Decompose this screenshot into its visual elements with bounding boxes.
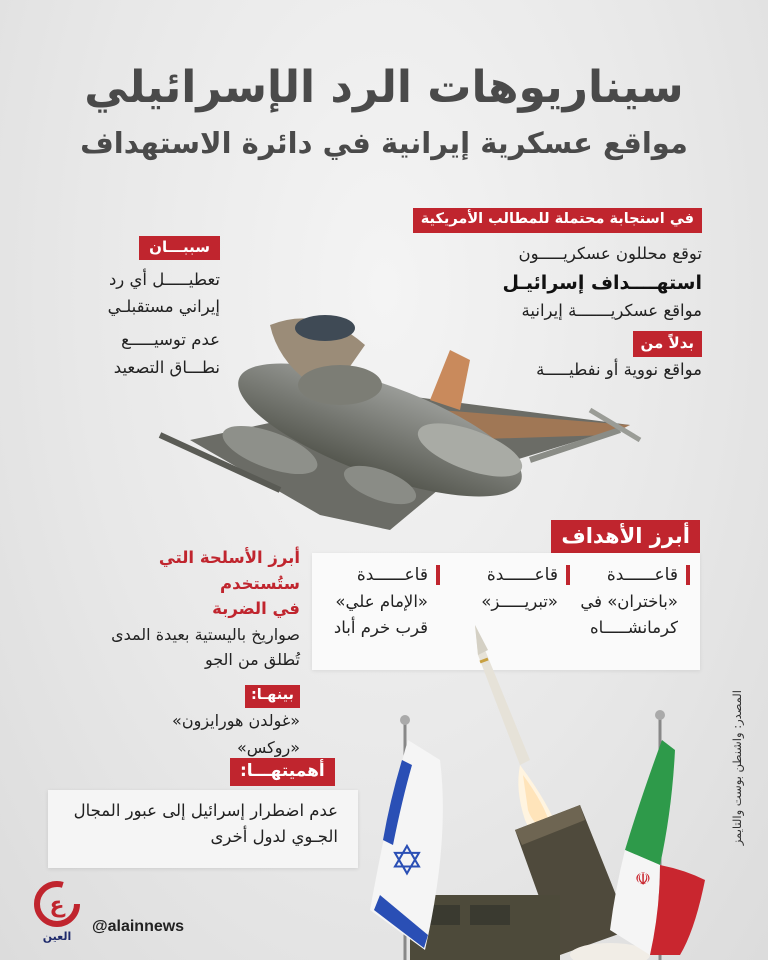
weapons-title: في الضربة	[212, 599, 300, 619]
svg-text:العين: العين	[42, 930, 72, 943]
response-line-highlight: استهــــداف إسرائيـل	[502, 271, 702, 294]
alain-logo-icon	[32, 880, 82, 946]
target-line: كرمانشـــــاه	[590, 617, 678, 637]
svg-text:ع: ع	[49, 893, 65, 918]
social-handle[interactable]: @alainnews	[92, 918, 185, 935]
response-tag: في استجابة محتملة للمطالب الأمريكية	[413, 208, 702, 233]
target-line: قرب خرم أباد	[333, 617, 428, 637]
targets-tag: أبرز الأهداف	[551, 520, 700, 555]
svg-text:☫: ☫	[634, 869, 652, 890]
importance-line: عدم اضطرار إسرائيل إلى عبور المجال	[73, 801, 338, 820]
iran-flag-icon	[610, 710, 705, 960]
importance-tag: أهميتهـــا:	[230, 758, 335, 786]
reason-line: إيراني مستقبلـي	[107, 297, 220, 317]
target-item	[481, 565, 570, 615]
target-head: قاعــــــدة	[580, 565, 690, 585]
response-line: مواقع عسكريـــــــة إيرانية	[521, 301, 702, 321]
target-line: «باختران» في	[580, 592, 678, 612]
weapons-desc: صواريخ باليستية بعيدة المدى	[111, 624, 300, 644]
importance-panel	[48, 790, 358, 868]
reason-line: نطـــاق التصعيد	[113, 357, 220, 377]
instead-line: مواقع نووية أو نفطيـــــة	[536, 359, 702, 379]
weapon-name: «غولدن هورايزون»	[172, 711, 300, 731]
weapons-section	[85, 545, 300, 761]
flags-missile-scene	[360, 610, 720, 960]
target-line: «تبريـــــز»	[481, 592, 558, 612]
source-credit: المصدر: واشنطن بوست والتايمز	[730, 690, 744, 846]
page-subtitle: مواقع عسكرية إيرانية في دائرة الاستهداف	[80, 126, 688, 160]
among-tag: بينهـا:	[245, 685, 300, 708]
svg-text:✡: ✡	[389, 836, 425, 885]
importance-line: الجـوي لدول أخرى	[210, 827, 338, 847]
reason-line: تعطيـــــل أي رد	[108, 270, 220, 289]
weapons-title: أبرز الأسلحة التي ستُستخدم	[158, 548, 300, 593]
target-head: قاعــــــدة	[481, 565, 570, 585]
fighter-jet-image	[150, 300, 650, 530]
instead-tag: بدلاً من	[633, 331, 702, 357]
page-title: سيناريوهات الرد الإسرائيلي	[84, 62, 684, 113]
target-line: «الإمام علي»	[335, 592, 428, 612]
response-line: توقع محللون عسكريـــــون	[518, 244, 702, 264]
reason-line: عدم توسيـــــع	[121, 330, 220, 350]
reasons-tag: سببـــان	[139, 236, 220, 260]
weapon-name: «روكس»	[236, 737, 300, 757]
missile-icon	[475, 625, 560, 838]
target-head: قاعــــــدة	[334, 565, 440, 585]
weapons-desc: تُطلق من الجو	[204, 650, 300, 670]
